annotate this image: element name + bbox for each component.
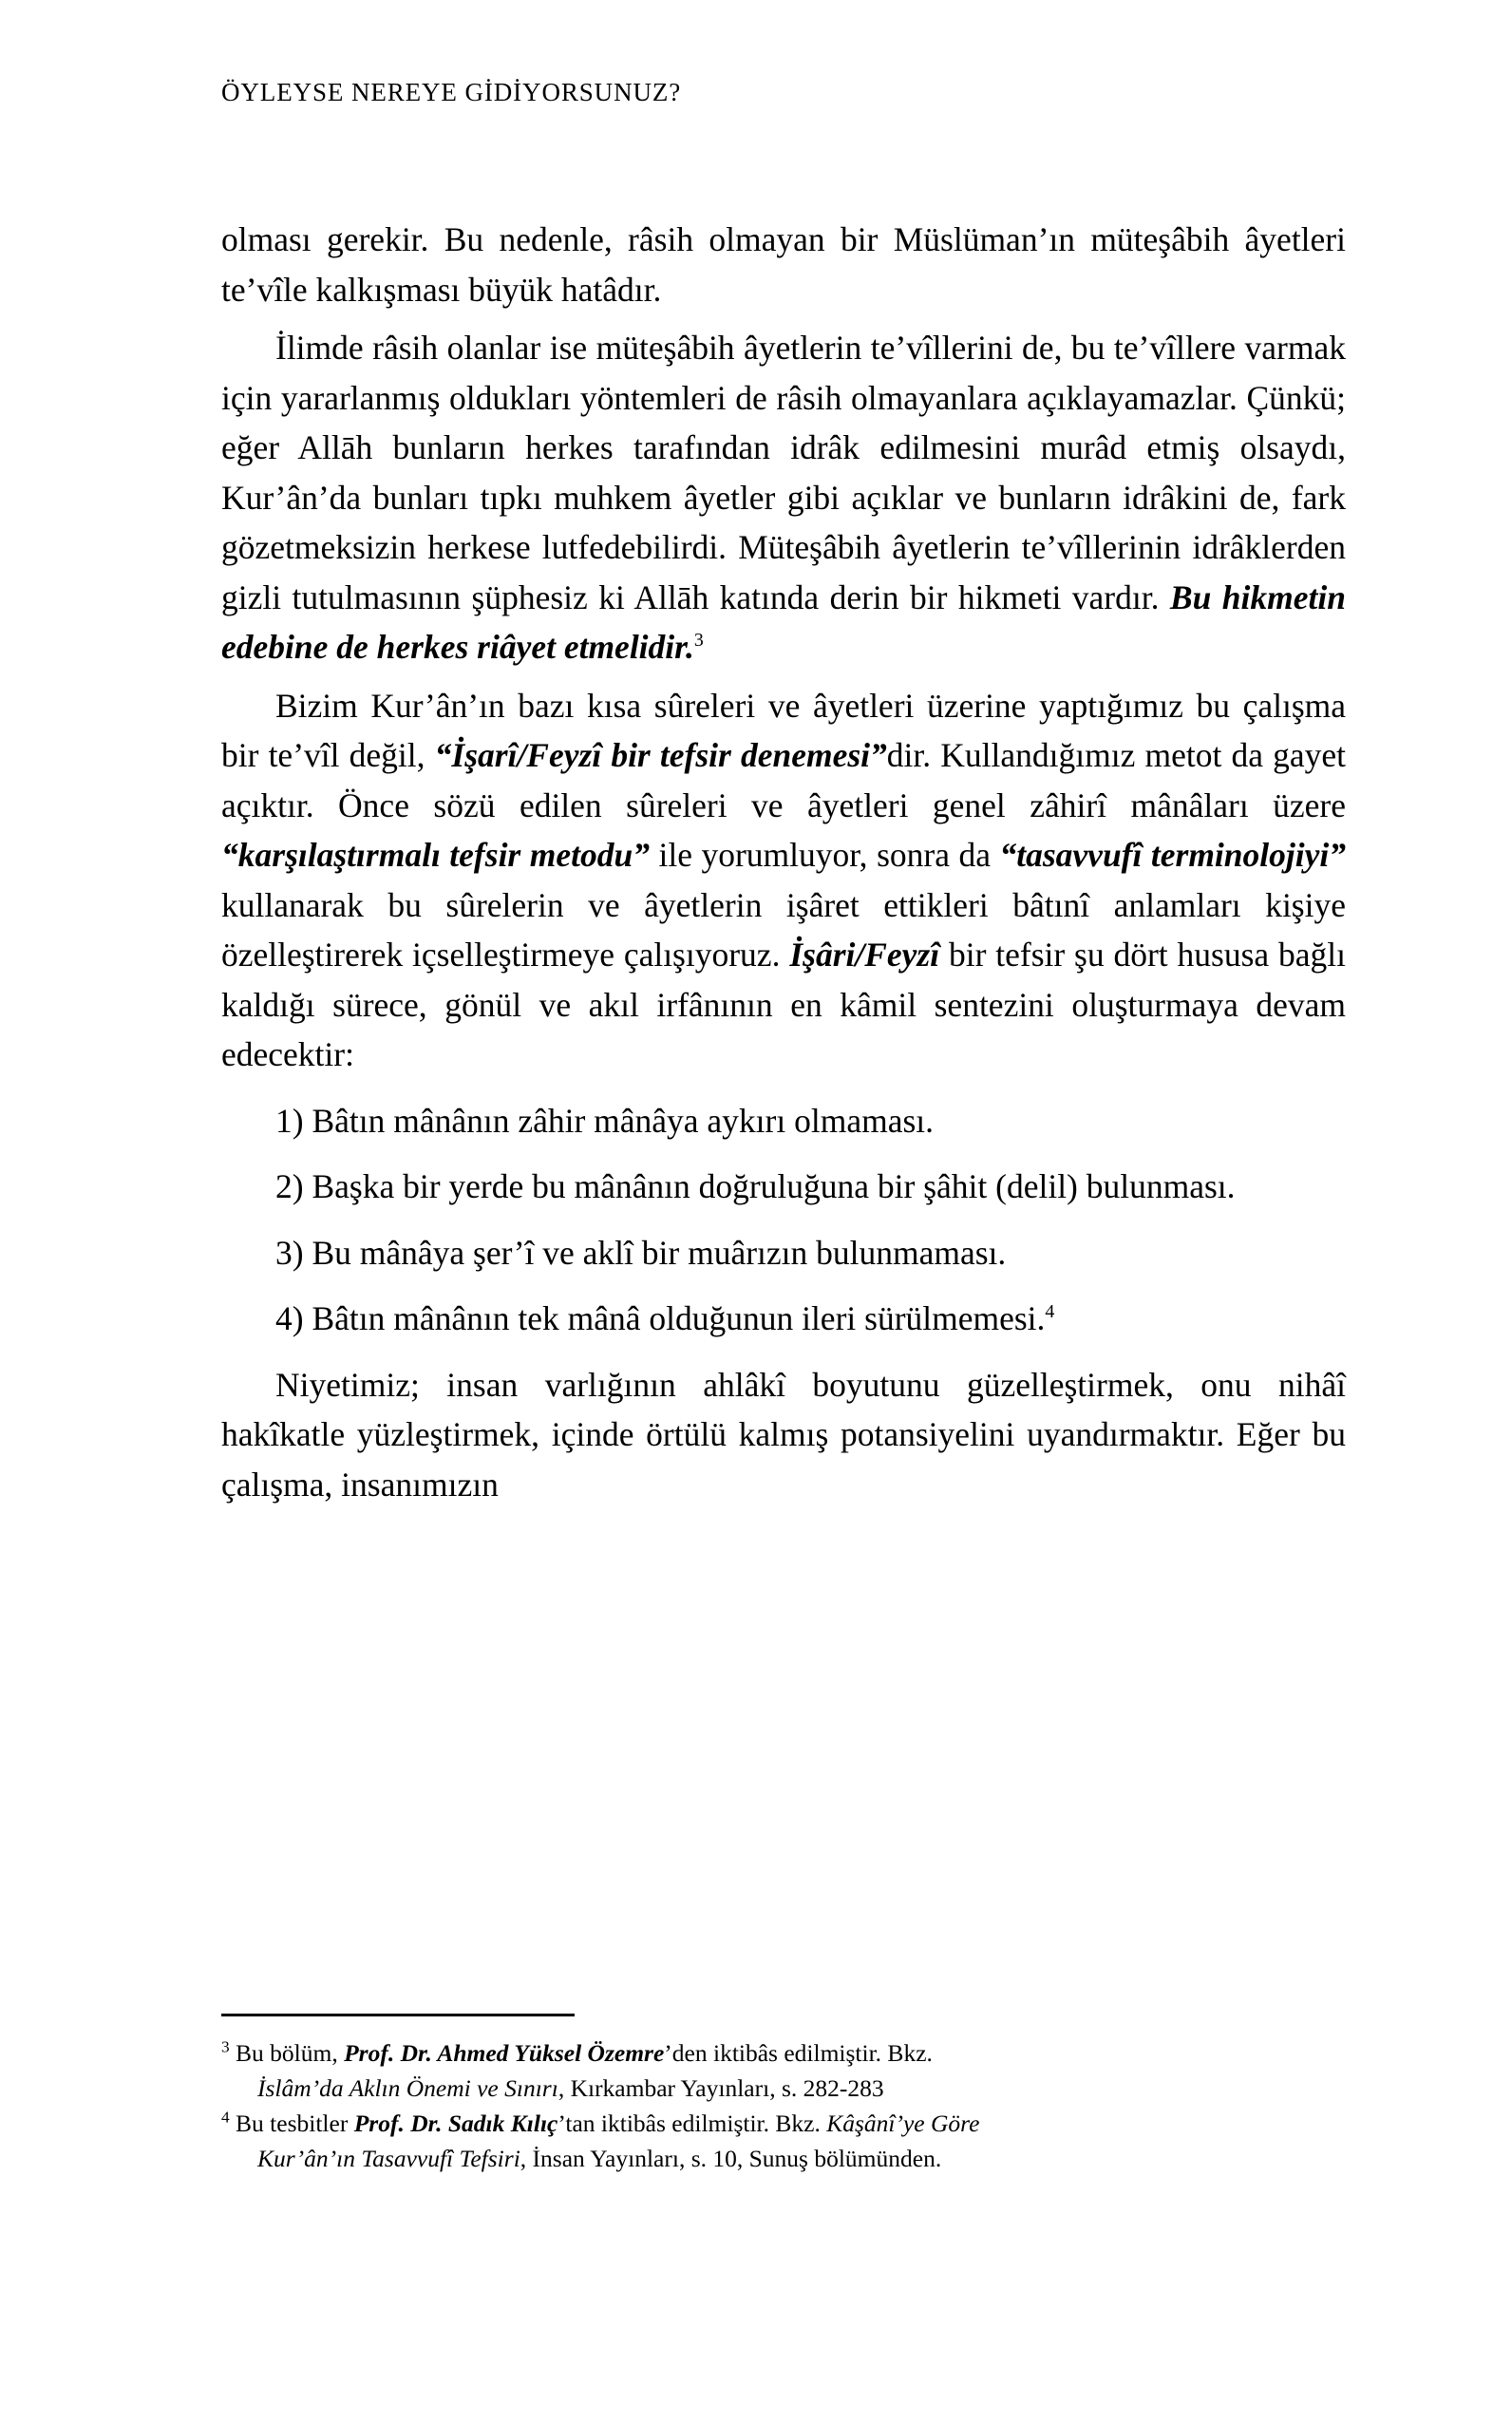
footnote-text-part: , Kırkambar Yayınları, s. 282-283 bbox=[558, 2074, 884, 2102]
footnote-title-kasaniye-gore: Kâşânî’ye Göre bbox=[826, 2110, 980, 2137]
list-item-text: 4) Bâtın mânânın tek mânâ olduğunun ileri sürülmemesi. bbox=[275, 1299, 1046, 1337]
emphasis-tasavvufi-terminolojiyi: “tasavvufî terminolojiyi” bbox=[999, 836, 1346, 874]
paragraph-text-part: ile yorumluyor, sonra da bbox=[649, 836, 1000, 874]
footnote-ref-3[interactable]: 3 bbox=[693, 630, 704, 652]
paragraph-text-part: İlimde râsih olanlar ise müteşâbih âyetlerin te’vîllerini de, bu te’vîllere varmak için yararlanmış oldukları yöntemleri de râsih olmayanlara açıklayamazlar. Çünkü; eğer Allāh bunların herkes tarafından idrâk edilmesini murâd etmiş olsaydı, Kur’ân’da bunları tıpkı muhkem âyetler gibi açıklar ve bunların idrâkini de, fark gözetmeksizin herkese lutfedebilirdi. Müteşâbih âyetlerin te’vîllerinin idrâklerden gizli tutulmasının şüphesiz ki Allāh katında derin bir hikmeti vardır. bbox=[221, 329, 1346, 616]
footnote-4 bbox=[221, 2106, 1346, 2141]
emphasis-bu-hikmetin: Bu hikmetin edebine de herkes riâyet etmelidir. bbox=[221, 577, 1346, 666]
list-item bbox=[221, 1096, 1346, 1146]
footnote-3-line2 bbox=[221, 2071, 1346, 2106]
footnote-title-kuranin-tasavvufi-tefsiri: Kur’ân’ın Tasavvufî Tefsiri bbox=[257, 2145, 520, 2172]
paragraph-text-part: bir tefsir şu dört hususa bağlı kaldığı sürece, gönül ve akıl irfânının en kâmil sentezini oluşturmaya devam edecektir: bbox=[221, 936, 1347, 1073]
running-header: ÖYLEYSE NEREYE GİDİYORSUNUZ? bbox=[221, 78, 682, 106]
list-item-text: 3) Bu mânâya şer’î ve aklî bir muârızın bulunmaması. bbox=[275, 1233, 1007, 1272]
emphasis-karsilastirmali-tefsir-metodu: “karşılaştırmalı tefsir metodu” bbox=[221, 836, 650, 874]
footnote-4-line2 bbox=[221, 2141, 1346, 2176]
paragraph-text-part: Bizim Kur’ân’ın bazı kısa sûreleri ve âyetleri üzerine yaptığımız bu çalışma bir te’vîl değil, bbox=[221, 686, 1346, 774]
footnote-text-part: , İnsan Yayınları, s. 10, Sunuş bölümünden. bbox=[520, 2145, 942, 2172]
footnote-ref-4[interactable]: 4 bbox=[1045, 1301, 1055, 1323]
footnote-text-part: ’tan iktibâs edilmiştir. Bkz. bbox=[558, 2110, 827, 2137]
emphasis-isari-feyzi-denemesi: “İşarî/Feyzî bir tefsir denemesi” bbox=[434, 736, 887, 774]
footnote-author-ozemre: Prof. Dr. Ahmed Yüksel Özemre bbox=[344, 2039, 665, 2067]
list-item bbox=[221, 1294, 1346, 1344]
body-text-block bbox=[221, 215, 1346, 1509]
paragraph-bizim bbox=[221, 681, 1346, 1080]
emphasis-isari-feyzi: İşâri/Feyzî bbox=[789, 936, 940, 974]
paragraph-niyetimiz bbox=[221, 1360, 1346, 1510]
list-item-text: 2) Başka bir yerde bu mânânın doğruluğuna bir şâhit (delil) bulunması. bbox=[275, 1167, 1236, 1205]
footnote-marker-3: 3 bbox=[221, 2037, 230, 2056]
paragraph-ilimde bbox=[221, 323, 1346, 672]
footnote-3 bbox=[221, 2035, 1346, 2071]
footnotes-block bbox=[221, 2035, 1346, 2176]
paragraph-text-part: kullanarak bu sûrelerin ve âyetlerin işâret ettikleri bâtınî anlamları kişiye özelleştirerek içselleştirmeye çalışıyoruz. bbox=[221, 885, 1346, 974]
paragraph-text-part: dir. Kullandığımız metot da gayet açıktır. Önce sözü edilen sûreleri ve âyetleri genel zâhirî mânâları üzere bbox=[221, 736, 1346, 824]
footnote-text-part: Bu bölüm, bbox=[229, 2039, 345, 2067]
paragraph-text: olması gerekir. Bu nedenle, râsih olmayan bir Müslüman’ın müteşâbih âyetleri te’vîle kalkışması büyük hatâdır. bbox=[221, 220, 1346, 309]
footnote-text-part: Bu tesbitler bbox=[229, 2110, 354, 2137]
list-item bbox=[221, 1162, 1346, 1212]
footnote-marker-4: 4 bbox=[221, 2108, 230, 2127]
paragraph-text: Niyetimiz; insan varlığının ahlâkî boyutunu güzelleştirmek, onu nihâî hakîkatle yüzleştirmek, içinde örtülü kalmış potansiyelini uyandırmaktır. Eğer bu çalışma, insanımızın bbox=[221, 1365, 1346, 1504]
footnote-title-islamda-aklin-onemi: İslâm’da Aklın Önemi ve Sınırı bbox=[257, 2074, 558, 2102]
list-item bbox=[221, 1228, 1346, 1278]
footnote-author-sadik-kilic: Prof. Dr. Sadık Kılıç bbox=[353, 2110, 558, 2137]
footnote-text-part: ’den iktibâs edilmiştir. Bkz. bbox=[664, 2039, 933, 2067]
paragraph-continuation bbox=[221, 215, 1346, 314]
footnote-separator-rule bbox=[221, 2014, 575, 2016]
list-item-text: 1) Bâtın mânânın zâhir mânâya aykırı olmaması. bbox=[275, 1101, 935, 1140]
